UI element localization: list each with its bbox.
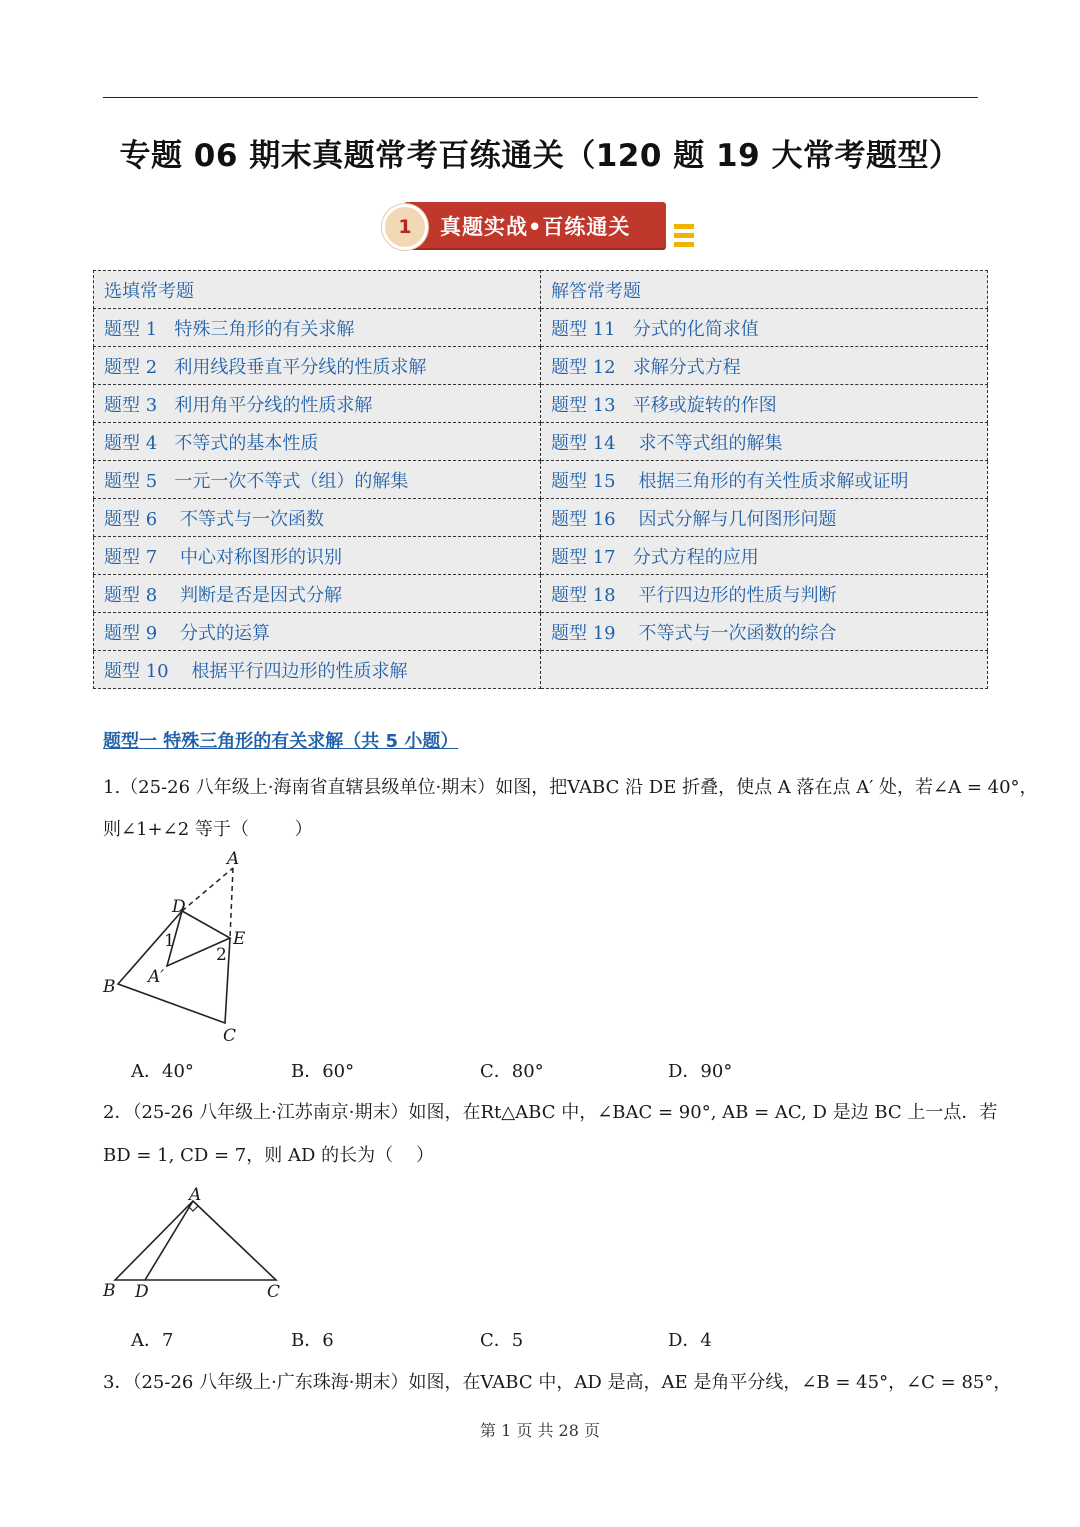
toc-header-left[interactable]: 选填常考题 [94, 271, 541, 309]
banner-decoration [674, 242, 694, 247]
section-banner [382, 200, 700, 254]
label-b: B [103, 1281, 116, 1301]
table-row [94, 271, 988, 309]
toc-link[interactable]: 题型 19 不等式与一次函数的综合 [541, 613, 988, 651]
table-row [94, 537, 988, 575]
table-row [94, 385, 988, 423]
label-a-prime: A′ [148, 967, 165, 987]
toc-link[interactable]: 题型 7 中心对称图形的识别 [94, 537, 541, 575]
question-1-figure [98, 848, 258, 1046]
topic-table [93, 270, 988, 689]
toc-link[interactable]: 题型 6 不等式与一次函数 [94, 499, 541, 537]
label-d: D [135, 1282, 149, 1302]
toc-link[interactable]: 题型 16 因式分解与几何图形问题 [541, 499, 988, 537]
toc-link[interactable]: 题型 18 平行四边形的性质与判断 [541, 575, 988, 613]
question-2-figure [98, 1183, 298, 1303]
toc-header-right[interactable]: 解答常考题 [541, 271, 988, 309]
toc-link[interactable]: 题型 9 分式的运算 [94, 613, 541, 651]
table-row [94, 575, 988, 613]
table-row [94, 613, 988, 651]
table-row [94, 499, 988, 537]
toc-link[interactable]: 题型 17 分式方程的应用 [541, 537, 988, 575]
banner-decoration [674, 233, 694, 238]
banner-label: 真题实战•百练通关 [440, 215, 631, 239]
table-row [94, 309, 988, 347]
toc-link[interactable]: 题型 8 判断是否是因式分解 [94, 575, 541, 613]
header-rule [103, 97, 978, 98]
option-d[interactable]: D．90° [668, 1061, 733, 1082]
label-c: C [223, 1026, 237, 1046]
question-2-text: 2．（25-26 八年级上·江苏南京·期末）如图，在Rt△ABC 中，∠BAC = 90°, AB = AC, D 是边 BC 上一点．若 [103, 1102, 998, 1123]
segment-ad [145, 1201, 193, 1280]
right-angle-mark [188, 1206, 198, 1211]
option-a[interactable]: A．7 [131, 1330, 174, 1351]
banner-decoration [674, 224, 694, 229]
option-a[interactable]: A．40° [131, 1061, 194, 1082]
option-c[interactable]: C．80° [480, 1061, 544, 1082]
toc-link[interactable]: 题型 12 求解分式方程 [541, 347, 988, 385]
fold-dashed-line [230, 868, 233, 938]
label-angle-2: 2 [216, 945, 227, 965]
toc-link[interactable]: 题型 10 根据平行四边形的性质求解 [94, 651, 541, 689]
label-c: C [267, 1282, 281, 1302]
page-footer: 第 1 页 共 28 页 [480, 1421, 600, 1440]
toc-link[interactable]: 题型 11 分式的化简求值 [541, 309, 988, 347]
question-3-text: 3．（25-26 八年级上·广东珠海·期末）如图，在VABC 中，AD 是高，AE 是角平分线，∠B = 45°，∠C = 85°， [103, 1372, 1012, 1393]
option-b[interactable]: B．6 [291, 1330, 334, 1351]
table-row [94, 423, 988, 461]
toc-link[interactable]: 题型 2 利用线段垂直平分线的性质求解 [94, 347, 541, 385]
question-1-text: 1.（25-26 八年级上·海南省直辖县级单位·期末）如图，把VABC 沿 DE 折叠，使点 A 落在点 A′ 处，若∠A = 40°， [103, 777, 1038, 798]
label-angle-1: 1 [164, 931, 175, 951]
option-b[interactable]: B．60° [291, 1061, 355, 1082]
label-e: E [233, 929, 246, 949]
label-a: A [189, 1185, 202, 1205]
label-b: B [103, 977, 116, 997]
banner-number: 1 [382, 204, 428, 250]
question-2-text-cont: BD = 1, CD = 7，则 AD 的长为（ ） [103, 1145, 435, 1166]
toc-link[interactable]: 题型 14 求不等式组的解集 [541, 423, 988, 461]
toc-link[interactable]: 题型 5 一元一次不等式（组）的解集 [94, 461, 541, 499]
table-row [94, 461, 988, 499]
toc-link[interactable]: 题型 4 不等式的基本性质 [94, 423, 541, 461]
toc-empty-cell [541, 651, 988, 689]
page-title: 专题 06 期末真题常考百练通关（120 题 19 大常考题型） [119, 138, 961, 174]
question-1-text-cont: 则∠1+∠2 等于（ ） [103, 819, 313, 840]
table-row [94, 347, 988, 385]
table-row [94, 651, 988, 689]
toc-link[interactable]: 题型 1 特殊三角形的有关求解 [94, 309, 541, 347]
toc-link[interactable]: 题型 15 根据三角形的有关性质求解或证明 [541, 461, 988, 499]
section-heading-link[interactable]: 题型一 特殊三角形的有关求解（共 5 小题） [103, 731, 459, 752]
label-a: A [227, 849, 240, 869]
toc-link[interactable]: 题型 13 平移或旋转的作图 [541, 385, 988, 423]
label-d: D [172, 897, 186, 917]
option-d[interactable]: D．4 [668, 1330, 712, 1351]
fold-dashed-line [182, 868, 233, 911]
toc-link[interactable]: 题型 3 利用角平分线的性质求解 [94, 385, 541, 423]
triangle-abc [115, 1201, 276, 1280]
option-c[interactable]: C．5 [480, 1330, 524, 1351]
